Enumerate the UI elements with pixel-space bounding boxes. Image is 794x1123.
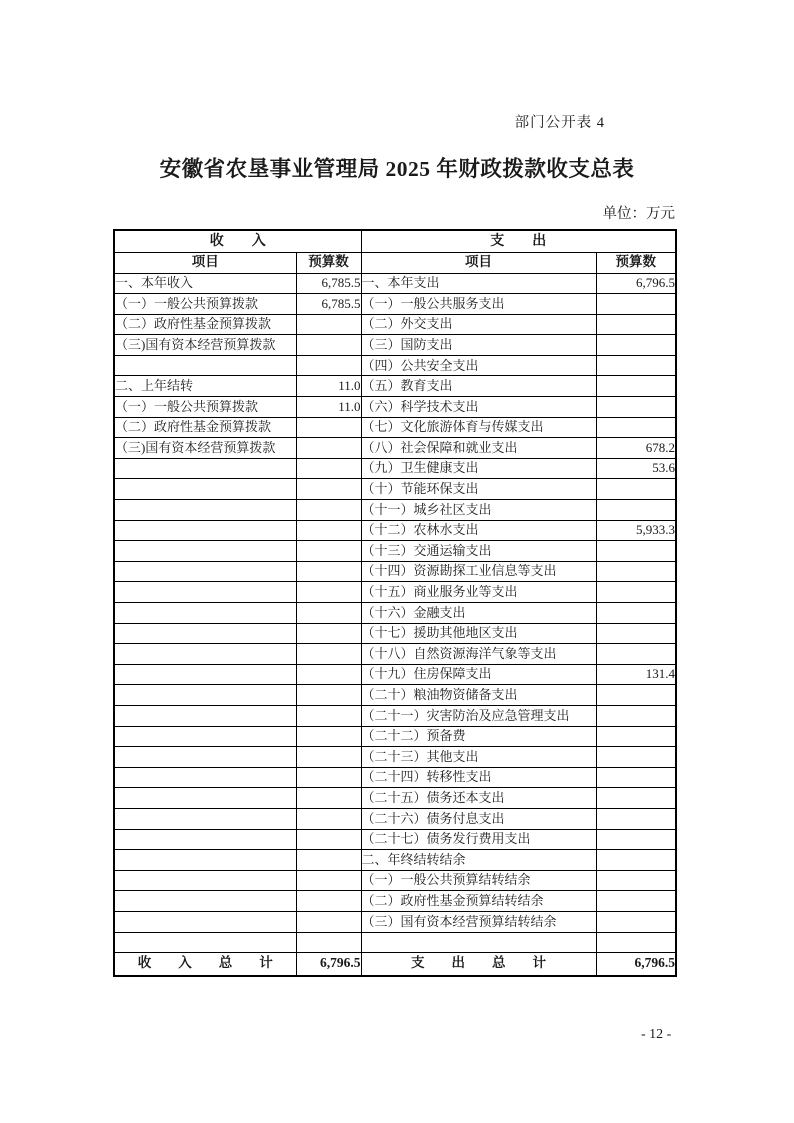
income-value-cell — [296, 726, 361, 747]
income-item-cell: （二）政府性基金预算拨款 — [114, 417, 296, 438]
expense-item-cell: （二十四）转移性支出 — [361, 767, 596, 788]
income-value-cell — [296, 314, 361, 335]
expense-value-cell — [596, 623, 676, 644]
table-row — [114, 726, 676, 747]
budget-table — [113, 229, 677, 977]
income-item-cell — [114, 870, 296, 891]
table-row — [114, 664, 676, 685]
expense-value-cell — [596, 561, 676, 582]
income-value-cell — [296, 850, 361, 871]
income-value-cell — [296, 705, 361, 726]
income-value-cell — [296, 767, 361, 788]
table-row — [114, 355, 676, 376]
income-item-cell: （三)国有资本经营预算拨款 — [114, 438, 296, 459]
expense-value-cell: 131.4 — [596, 664, 676, 685]
table-row — [114, 829, 676, 850]
expense-item-cell: （十二）农林水支出 — [361, 520, 596, 541]
expense-item-cell: （十八）自然资源海洋气象等支出 — [361, 644, 596, 665]
income-value-cell — [296, 808, 361, 829]
income-value-cell: 11.0 — [296, 397, 361, 418]
income-value-cell — [296, 438, 361, 459]
expense-value-cell — [596, 417, 676, 438]
income-item-cell — [114, 479, 296, 500]
income-item-cell — [114, 603, 296, 624]
income-item-cell — [114, 726, 296, 747]
table-row — [114, 417, 676, 438]
expense-value-cell — [596, 644, 676, 665]
income-value-cell — [296, 747, 361, 768]
table-row — [114, 747, 676, 768]
total-row — [114, 953, 676, 976]
expense-item-cell: （一）一般公共服务支出 — [361, 294, 596, 315]
income-value-cell — [296, 335, 361, 356]
expense-value-cell — [596, 829, 676, 850]
income-value-cell: 6,785.5 — [296, 273, 361, 294]
table-row — [114, 788, 676, 809]
income-value-cell — [296, 500, 361, 521]
expense-item-cell: （二十二）预备费 — [361, 726, 596, 747]
table-row — [114, 479, 676, 500]
expense-item-cell: （二十三）其他支出 — [361, 747, 596, 768]
expense-value-cell — [596, 541, 676, 562]
income-value-cell: 6,785.5 — [296, 294, 361, 315]
income-item-cell — [114, 911, 296, 932]
income-total-value: 6,796.5 — [296, 953, 361, 976]
income-value-cell — [296, 870, 361, 891]
income-item-cell — [114, 767, 296, 788]
expense-value-cell — [596, 582, 676, 603]
income-item-cell: （一）一般公共预算拨款 — [114, 294, 296, 315]
table-row — [114, 808, 676, 829]
unit-label: 单位：万元 — [602, 206, 675, 222]
expense-item-cell: （二）政府性基金预算结转结余 — [361, 891, 596, 912]
table-row — [114, 582, 676, 603]
table-row — [114, 314, 676, 335]
income-item-cell — [114, 500, 296, 521]
table-row — [114, 644, 676, 665]
income-item-cell: （二）政府性基金预算拨款 — [114, 314, 296, 335]
expense-value-cell — [596, 294, 676, 315]
income-value-cell — [296, 479, 361, 500]
page-number: - 12 - — [641, 1027, 672, 1042]
income-value-cell — [296, 829, 361, 850]
expense-item-cell: （三）国防支出 — [361, 335, 596, 356]
table-row — [114, 376, 676, 397]
expense-value-cell — [596, 808, 676, 829]
table-row — [114, 850, 676, 871]
income-value-cell — [296, 664, 361, 685]
income-value-cell: 11.0 — [296, 376, 361, 397]
income-value-cell — [296, 911, 361, 932]
income-item-cell — [114, 829, 296, 850]
expense-item-cell: （六）科学技术支出 — [361, 397, 596, 418]
expense-item-cell: （十九）住房保障支出 — [361, 664, 596, 685]
expense-item-cell: （二十七）债务发行费用支出 — [361, 829, 596, 850]
expense-value-cell — [596, 870, 676, 891]
expense-section-header: 支 出 — [361, 230, 676, 252]
table-row — [114, 273, 676, 294]
income-item-cell — [114, 891, 296, 912]
expense-item-cell: （十）节能环保支出 — [361, 479, 596, 500]
expense-item-cell: （九）卫生健康支出 — [361, 458, 596, 479]
expense-value-cell — [596, 314, 676, 335]
expense-item-cell: （五）教育支出 — [361, 376, 596, 397]
page-title: 安徽省农垦事业管理局 2025 年财政拨款收支总表 — [159, 157, 635, 181]
expense-item-cell: （一）一般公共预算结转结余 — [361, 870, 596, 891]
expense-value-cell — [596, 397, 676, 418]
expense-item-cell: （二十六）债务付息支出 — [361, 808, 596, 829]
expense-item-cell — [361, 932, 596, 953]
income-value-cell — [296, 603, 361, 624]
expense-value-cell — [596, 355, 676, 376]
expense-item-cell: （十一）城乡社区支出 — [361, 500, 596, 521]
expense-value-cell — [596, 376, 676, 397]
expense-item-cell: 二、年终结转结余 — [361, 850, 596, 871]
income-value-cell — [296, 685, 361, 706]
expense-value-cell: 53.6 — [596, 458, 676, 479]
expense-item-cell: （八）社会保障和就业支出 — [361, 438, 596, 459]
income-item-col-header: 项目 — [114, 252, 296, 273]
income-item-cell — [114, 747, 296, 768]
table-row — [114, 520, 676, 541]
income-item-cell — [114, 582, 296, 603]
table-row — [114, 335, 676, 356]
expense-item-cell: （二十五）债务还本支出 — [361, 788, 596, 809]
expense-item-cell: （七）文化旅游体育与传媒支出 — [361, 417, 596, 438]
expense-value-cell — [596, 747, 676, 768]
expense-item-cell: （十六）金融支出 — [361, 603, 596, 624]
expense-value-cell — [596, 685, 676, 706]
income-item-cell — [114, 664, 296, 685]
income-item-cell: 一、本年收入 — [114, 273, 296, 294]
table-row — [114, 603, 676, 624]
income-value-cell — [296, 623, 361, 644]
table-row — [114, 458, 676, 479]
income-item-cell — [114, 685, 296, 706]
expense-value-cell — [596, 932, 676, 953]
table-row — [114, 561, 676, 582]
table-row — [114, 438, 676, 459]
income-total-label: 收 入 总 计 — [114, 953, 296, 976]
expense-value-cell — [596, 788, 676, 809]
table-row — [114, 891, 676, 912]
table-row — [114, 397, 676, 418]
expense-item-cell: （十七）援助其他地区支出 — [361, 623, 596, 644]
table-row — [114, 705, 676, 726]
expense-value-cell: 678.2 — [596, 438, 676, 459]
table-column-header-row — [114, 252, 676, 273]
expense-value-cell — [596, 911, 676, 932]
expense-total-label: 支 出 总 计 — [361, 953, 596, 976]
income-value-cell — [296, 355, 361, 376]
table-row — [114, 685, 676, 706]
expense-value-cell — [596, 603, 676, 624]
expense-item-cell: （十五）商业服务业等支出 — [361, 582, 596, 603]
expense-value-cell — [596, 726, 676, 747]
income-value-cell — [296, 644, 361, 665]
expense-item-col-header: 项目 — [361, 252, 596, 273]
income-section-header: 收 入 — [114, 230, 361, 252]
income-budget-col-header: 预算数 — [296, 252, 361, 273]
income-item-cell — [114, 788, 296, 809]
table-body — [114, 273, 676, 953]
income-item-cell — [114, 705, 296, 726]
expense-item-cell: （四）公共安全支出 — [361, 355, 596, 376]
income-item-cell — [114, 541, 296, 562]
income-item-cell: 二、上年结转 — [114, 376, 296, 397]
table-row — [114, 500, 676, 521]
income-item-cell: （三)国有资本经营预算拨款 — [114, 335, 296, 356]
income-value-cell — [296, 561, 361, 582]
income-item-cell — [114, 644, 296, 665]
income-item-cell: （一）一般公共预算拨款 — [114, 397, 296, 418]
income-value-cell — [296, 520, 361, 541]
income-item-cell — [114, 850, 296, 871]
table-row — [114, 911, 676, 932]
income-value-cell — [296, 417, 361, 438]
expense-value-cell: 5,933.3 — [596, 520, 676, 541]
expense-value-cell — [596, 705, 676, 726]
income-value-cell — [296, 541, 361, 562]
expense-item-cell: （三）国有资本经营预算结转结余 — [361, 911, 596, 932]
income-value-cell — [296, 891, 361, 912]
table-row — [114, 870, 676, 891]
expense-item-cell: （十四）资源勘探工业信息等支出 — [361, 561, 596, 582]
expense-value-cell — [596, 891, 676, 912]
expense-item-cell: （二十）粮油物资储备支出 — [361, 685, 596, 706]
table-section-header-row — [114, 230, 676, 252]
table-row — [114, 623, 676, 644]
income-item-cell — [114, 355, 296, 376]
table-row — [114, 541, 676, 562]
expense-value-cell — [596, 767, 676, 788]
expense-budget-col-header: 预算数 — [596, 252, 676, 273]
income-item-cell — [114, 458, 296, 479]
doc-label: 部门公开表 4 — [514, 115, 605, 131]
table-row — [114, 932, 676, 953]
income-value-cell — [296, 932, 361, 953]
expense-value-cell — [596, 850, 676, 871]
table-row — [114, 294, 676, 315]
expense-value-cell — [596, 479, 676, 500]
income-value-cell — [296, 788, 361, 809]
expense-total-value: 6,796.5 — [596, 953, 676, 976]
expense-item-cell: （二十一）灾害防治及应急管理支出 — [361, 705, 596, 726]
expense-value-cell: 6,796.5 — [596, 273, 676, 294]
expense-item-cell: （十三）交通运输支出 — [361, 541, 596, 562]
income-item-cell — [114, 520, 296, 541]
table-row — [114, 767, 676, 788]
income-item-cell — [114, 623, 296, 644]
expense-item-cell: 一、本年支出 — [361, 273, 596, 294]
expense-value-cell — [596, 500, 676, 521]
income-item-cell — [114, 561, 296, 582]
income-item-cell — [114, 932, 296, 953]
income-value-cell — [296, 582, 361, 603]
income-item-cell — [114, 808, 296, 829]
expense-item-cell: （二）外交支出 — [361, 314, 596, 335]
income-value-cell — [296, 458, 361, 479]
expense-value-cell — [596, 335, 676, 356]
